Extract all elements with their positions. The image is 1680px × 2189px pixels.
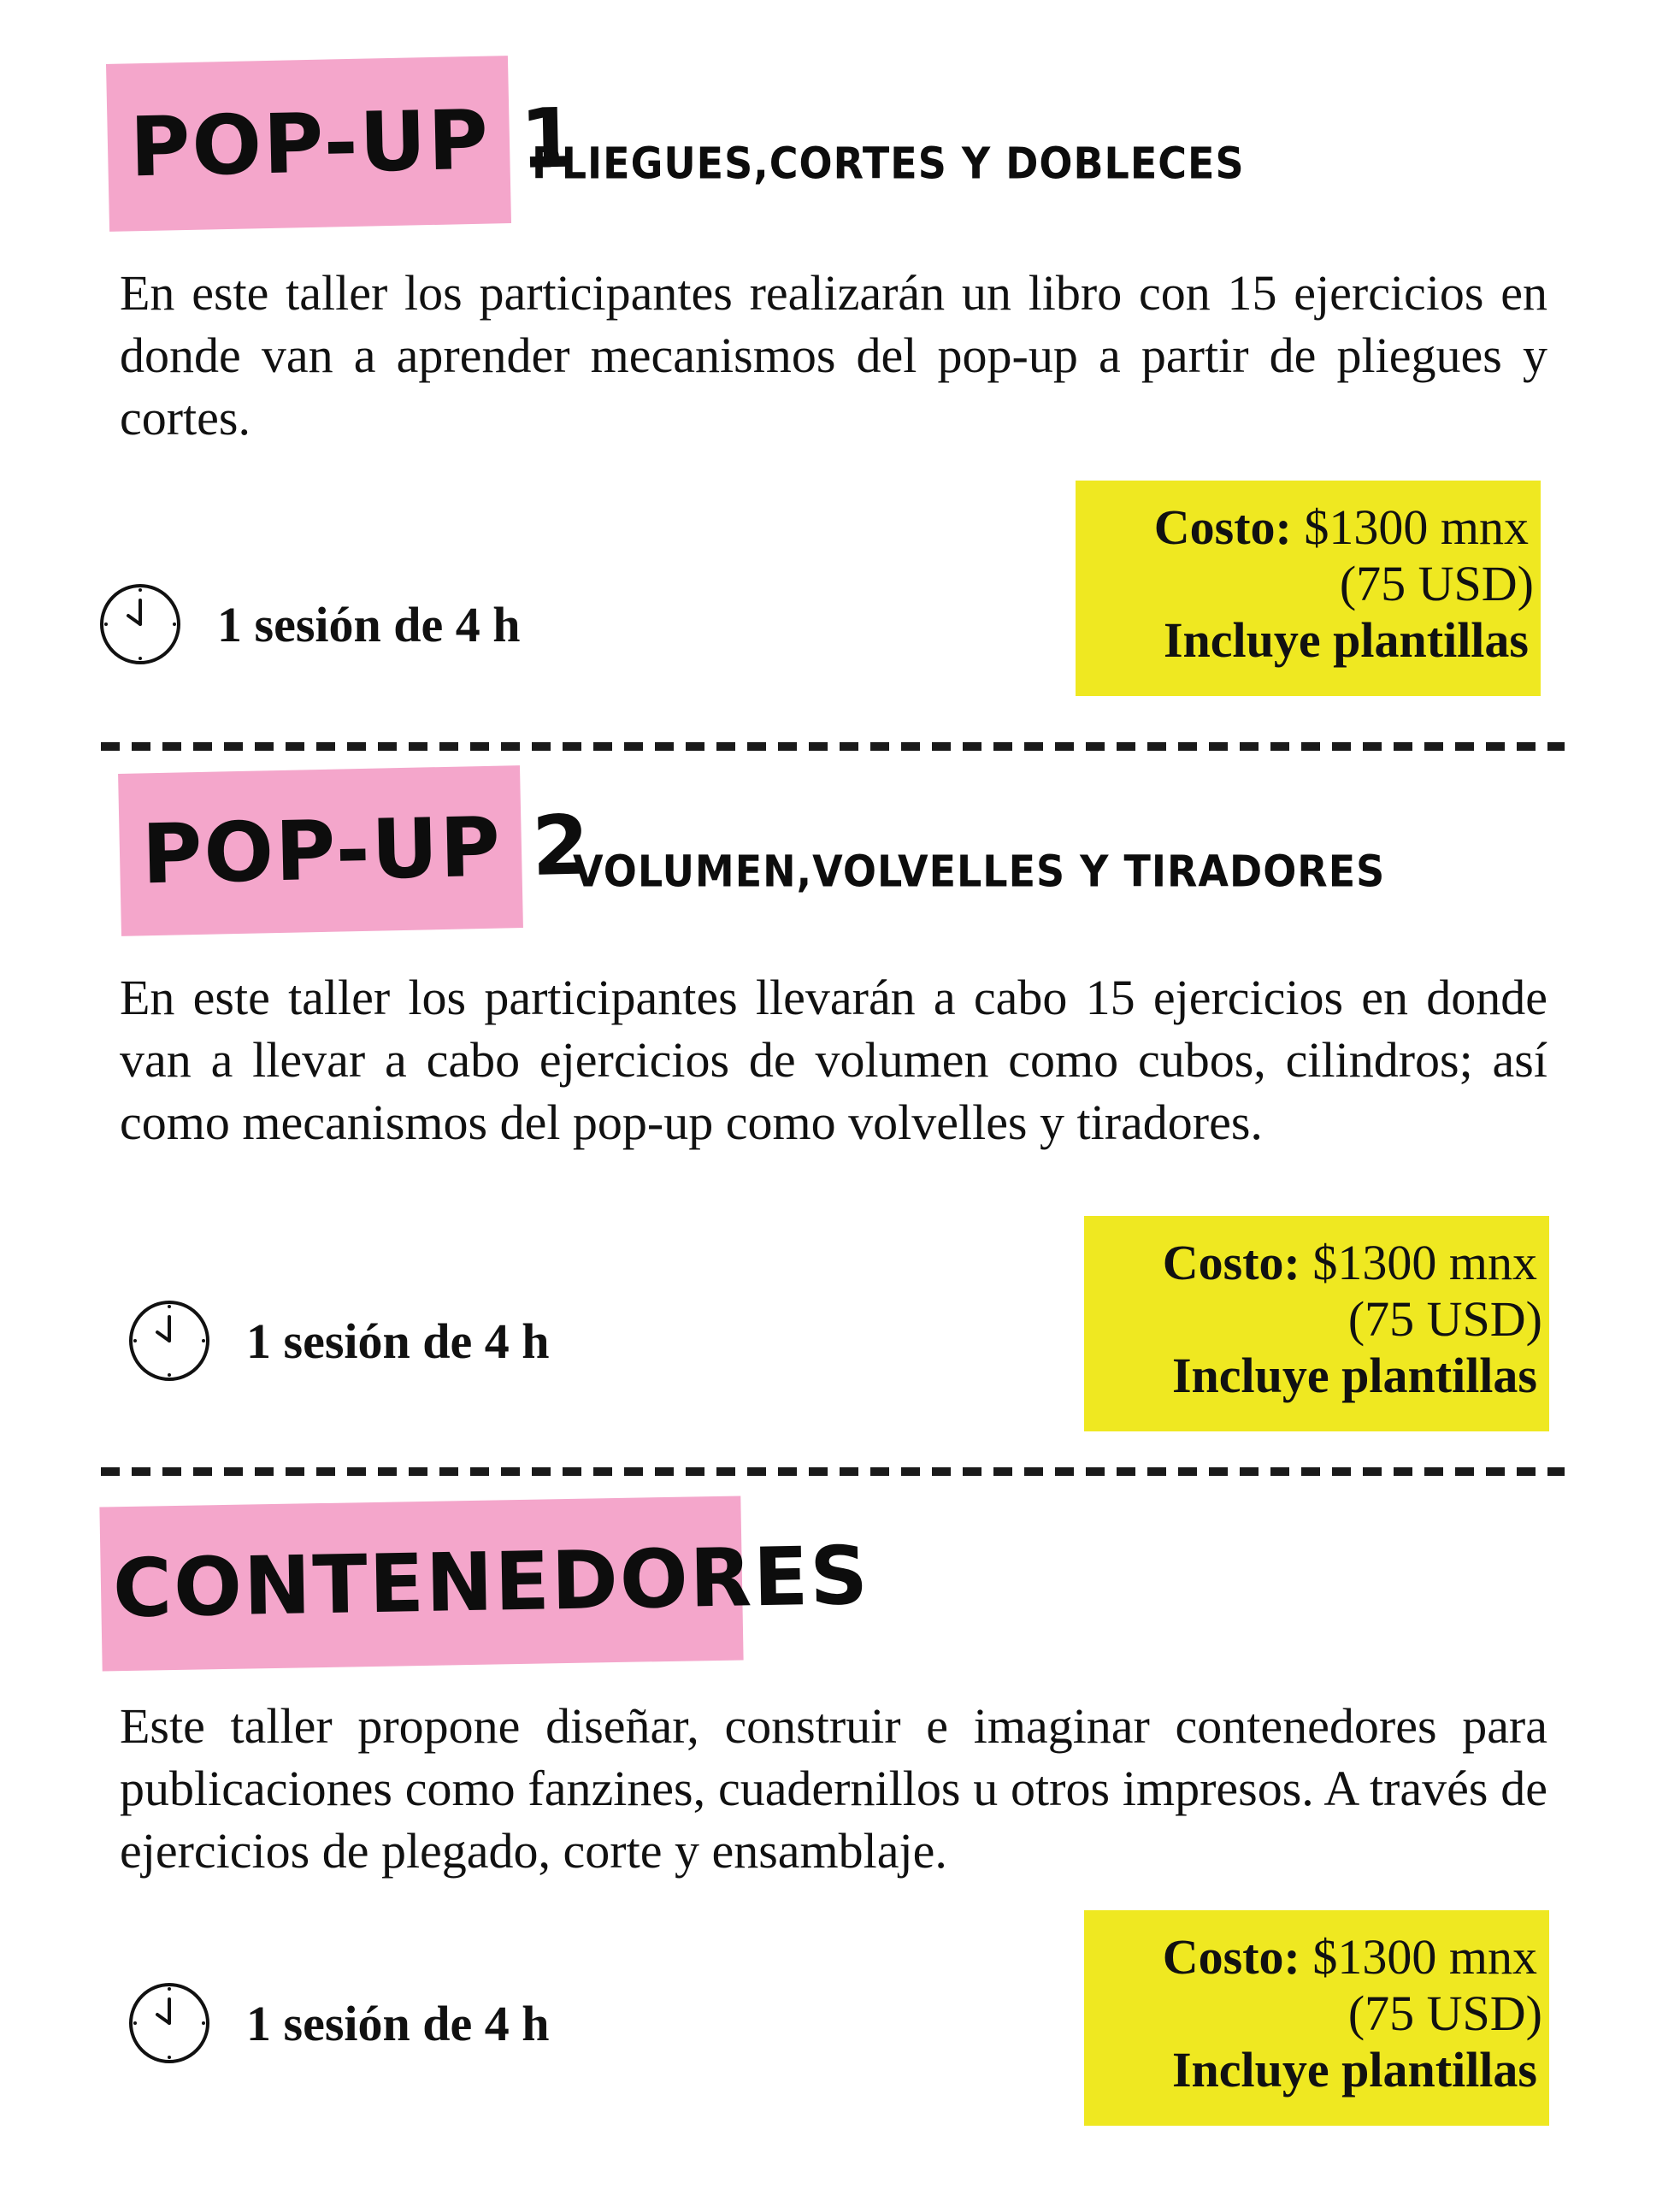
section-divider — [101, 1467, 1565, 1476]
session-info — [128, 1982, 550, 2064]
workshop-title-tag — [106, 56, 581, 232]
workshop-subtitle: VOLUMEN,VOLVELLES Y TIRADORES — [573, 846, 1386, 897]
clock-icon — [99, 583, 181, 665]
workshop-description: En este taller los participantes realizarán un libro con 15 ejercicios en donde van a aprender mecanismos del pop-up a partir de pliegues y cortes. — [120, 265, 1547, 445]
cost-usd: (75 USD) — [1339, 556, 1534, 611]
cost-label: Costo: — [1153, 499, 1292, 555]
workshop-title-tag — [118, 765, 592, 936]
cost-label: Costo: — [1162, 1235, 1300, 1290]
session-info — [128, 1300, 550, 1382]
cost-value: $1300 mnx — [1312, 1235, 1537, 1290]
section-divider — [101, 742, 1565, 751]
session-text: 1 sesión de 4 h — [246, 1313, 550, 1369]
workshop-title: POP-UP 1 — [128, 90, 581, 196]
cost-box — [1084, 1216, 1549, 1431]
cost-includes: Incluye plantillas — [1171, 2042, 1537, 2098]
session-text: 1 sesión de 4 h — [217, 596, 521, 652]
cost-includes: Incluye plantillas — [1163, 612, 1529, 668]
workshop-title-tag — [99, 1496, 870, 1671]
workshop-subtitle: PLIEGUES,CORTES Y DOBLECES — [532, 138, 1245, 189]
clock-icon — [128, 1982, 210, 2064]
workshop-description: Este taller propone diseñar, construir e imaginar contenedores para publicaciones como fanzines, cuadernillos u otros impresos. A través de ejercicios de plegado, corte y ensamblaje. — [120, 1698, 1547, 1879]
cost-value: $1300 mnx — [1304, 499, 1529, 555]
workshop-title: CONTENEDORES — [112, 1529, 870, 1636]
cost-includes: Incluye plantillas — [1171, 1348, 1537, 1403]
cost-box — [1084, 1910, 1549, 2126]
session-text: 1 sesión de 4 h — [246, 1995, 550, 2051]
cost-usd: (75 USD) — [1347, 1291, 1542, 1347]
clock-icon — [128, 1300, 210, 1382]
cost-box — [1076, 481, 1541, 696]
cost-usd: (75 USD) — [1347, 1985, 1542, 2041]
cost-label: Costo: — [1162, 1929, 1300, 1985]
workshop-title: POP-UP 2 — [140, 797, 592, 903]
workshop-description: En este taller los participantes llevarán a cabo 15 ejercicios en donde van a llevar a cabo ejercicios de volumen como cubos, cilindros; así como mecanismos del pop-up como volvelles y tiradores. — [120, 970, 1547, 1150]
cost-value: $1300 mnx — [1312, 1929, 1537, 1985]
session-info — [99, 583, 521, 665]
